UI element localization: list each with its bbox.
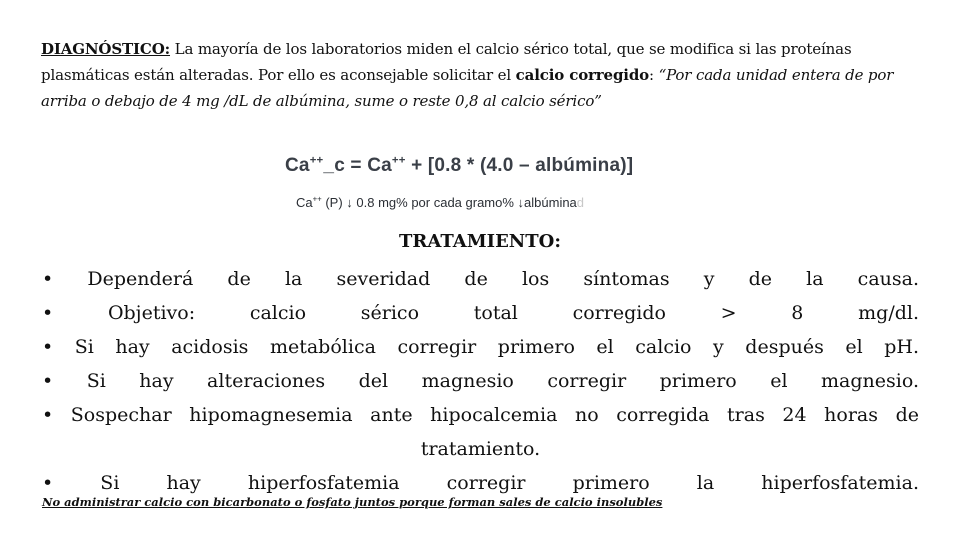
formula-subnote [296, 195, 584, 210]
formula-sup-1: ++ [309, 154, 324, 167]
subnote-ca: Ca [296, 195, 313, 210]
subnote-tail: d [576, 195, 585, 210]
formula-ca-1: Ca [285, 155, 310, 176]
tratamiento-item-4: • Si hay alteraciones del magnesio corregir primero el magnesio. [42, 370, 919, 392]
subnote-sup: ++ [312, 194, 322, 204]
diagnostico-text-1: La mayoría de los laboratorios miden el calcio sérico total, que se modifica si las proteínas plasmáticas están alteradas. Por ello es aconsejable solicitar el [41, 40, 852, 84]
tratamiento-item-5: • Sospechar hipomagnesemia ante hipocalcemia no corregida tras 24 horas de [42, 404, 919, 426]
diagnostico-heading: DIAGNÓSTICO: [41, 40, 171, 58]
tratamiento-item-1: • Dependerá de la severidad de los síntomas y de la causa. [42, 268, 919, 290]
corrected-calcium-formula [285, 155, 633, 177]
diagnostico-text-2: : [649, 66, 659, 84]
formula-sup-2: ++ [391, 154, 406, 167]
warning-note: No administrar calcio con bicarbonato o fosfato juntos porque forman sales de calcio insolubles [42, 495, 663, 509]
diagnostico-paragraph [41, 36, 921, 114]
tratamiento-item-5-continued: tratamiento. [420, 438, 541, 460]
tratamiento-item-2: • Objetivo: calcio sérico total corregido > 8 mg/dl. [42, 302, 919, 324]
formula-mid: _c = Ca [323, 155, 392, 176]
tratamiento-item-6: • Si hay hiperfosfatemia corregir primero la hiperfosfatemia. [42, 472, 919, 494]
formula-right: + [0.8 * (4.0 – albúmina)] [405, 155, 634, 176]
tratamiento-item-3: • Si hay acidosis metabólica corregir primero el calcio y después el pH. [42, 336, 919, 358]
subnote-text: (P) ↓ 0.8 mg% por cada gramo% ↓albúmina [321, 195, 577, 210]
tratamiento-list [42, 262, 919, 500]
tratamiento-title: TRATAMIENTO: [399, 231, 561, 252]
calcio-corregido-term: calcio corregido [515, 66, 650, 84]
diagnostico-quote: “Por cada unidad entera de por arriba o debajo de 4 mg /dL de albúmina, sume o reste 0,8 al calcio sérico” [41, 66, 894, 110]
